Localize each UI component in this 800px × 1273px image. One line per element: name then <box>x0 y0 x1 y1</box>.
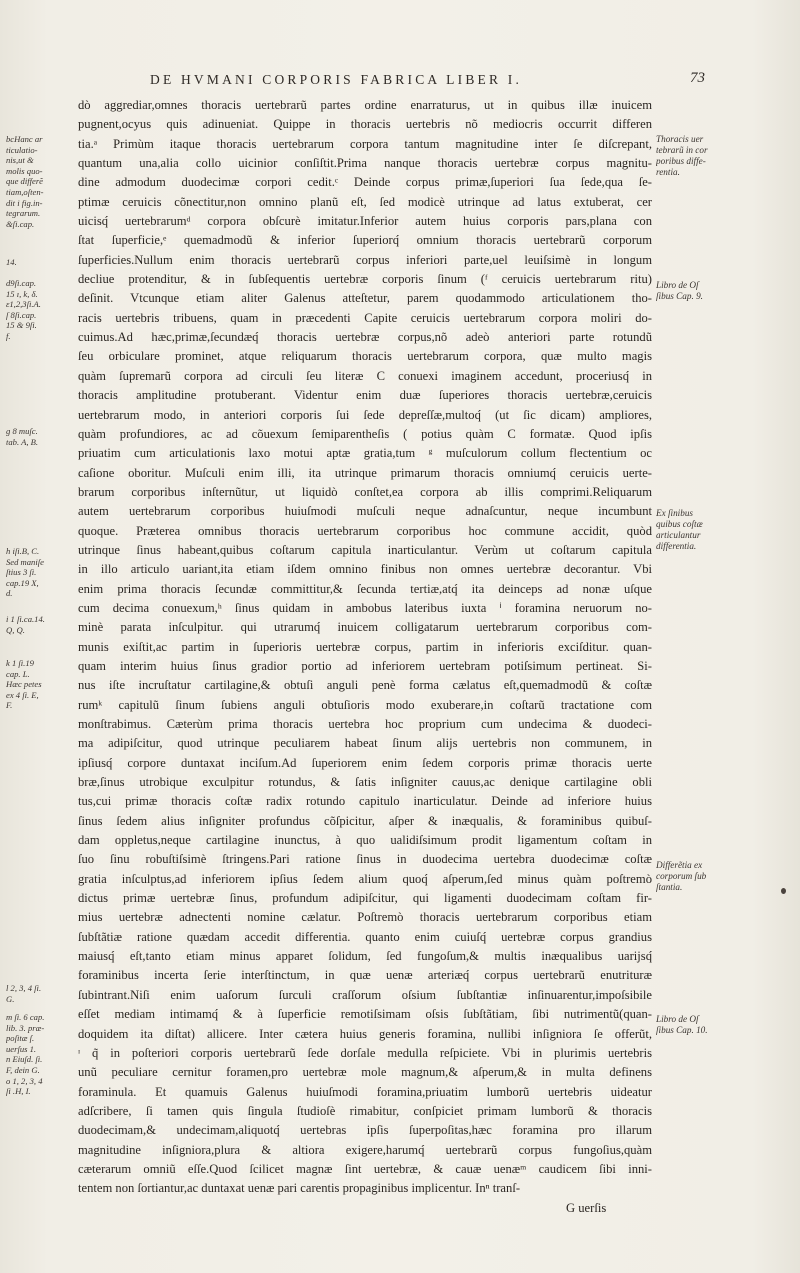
running-head: DE HVMANI CORPORIS FABRICA LIBER I. <box>150 72 523 87</box>
text-line: pugnent,ocyus quis adinueniat. Quippe in thoracis uertebris nõ mediocris occurrit differen <box>78 117 652 132</box>
main-text-block <box>78 96 652 1218</box>
text-line: rumᵏ capitulũ ſinum ſubiens anguli obtuſioris modo exuberare,in coſtarũ tractatione com <box>78 697 652 712</box>
text-line: ſuo ſinu robuſtiſsimè ſtringens.Pari ratione ſinus in duodecima uertebra duodecimæ coſtæ <box>78 852 652 867</box>
margin-note-line: rentia. <box>656 167 680 177</box>
margin-note-line: l 2, 3, 4 ſi. <box>6 983 42 993</box>
margin-note-line: poribus diffe- <box>656 156 706 166</box>
margin-note-line: h iſi.B, C. <box>6 546 40 556</box>
margin-note-line: Q, Q. <box>6 624 25 635</box>
text-line: ptimæ ceruicis cõnectitur,non omnino planũ eſt, ſed modicè utrinque ad latus extuberat, cer <box>78 194 652 209</box>
right-margin-note <box>656 508 768 552</box>
margin-note-line: 14. <box>6 257 17 267</box>
margin-note-line: ex 4 ſi. E, <box>6 689 39 700</box>
margin-note-line: ſtius 3 ſi. <box>6 567 37 578</box>
margin-note-line: Sed maniſe <box>6 556 44 567</box>
margin-note-line: d. <box>6 588 13 599</box>
text-line: bræ,ſinus utrobique exculpitur rotundus, & ſatis inſigniter cauus,ac denique cartilagine obli <box>78 775 652 790</box>
text-line: utrinque ſinus habeant,quibus coſtarum capitula inarticulantur. Verùm ut coſtarum capitula <box>78 542 652 557</box>
margin-note-line: i 1 ſi.ca.14. <box>6 614 45 624</box>
right-margin-note <box>656 1014 768 1036</box>
ink-spot <box>781 888 786 894</box>
text-line: cuimus.Ad hæc,primæ,ſecundæq́ thoracis uertebræ corpus,nõ adeò anteriori parte rotundũ <box>78 330 652 345</box>
text-line: ſuperficies.Nullum enim thoracis uertebrarũ corpus inferiori parte,uel leuiſsimè in longum <box>78 252 652 267</box>
text-line: ſubſtãtiæ ratione quædam accedit differentia. quanto enim cuiuſq́ uertebræ corpus grandius <box>78 929 652 944</box>
text-line: ipſiusq́ corpore duntaxat inciſum.Ad ſuperiorem enim ſedem corporis primæ thoracis uerte <box>78 755 652 770</box>
left-margin-note <box>6 134 70 229</box>
text-line: adſcribere, ſi tamen quis ſingula ſtudioſè rimabitur, conſpiciet primam lumborũ & thoracis <box>78 1103 652 1118</box>
text-line: tus,cui primæ thoracis coſtæ radix rotundo capitulo inarticulatur. Deinde ad inferiore huius <box>78 794 652 809</box>
margin-note-line: ſtantia. <box>656 882 683 892</box>
text-line: dam oppletus,neque cartilagine inunctus, à quo ualidiſsimum prodit ligamentum coſtam in <box>78 833 652 848</box>
text-line: monſtrabimus. Cæterùm prima thoracis uertebra hoc proprium cum undecima & duodeci- <box>78 717 652 731</box>
margin-note-line: ticulatio- <box>6 144 38 155</box>
text-line: brarum corporibus inſternũtur, ut liquidò conſtet,ea corpora ab illis comprimi.Reliquarum <box>78 484 652 499</box>
text-line: dò aggrediar,omnes thoracis uertebrarũ partes ordine enarraturus, ut in quibus illæ inuicem <box>78 98 652 112</box>
text-line: quantum una,alia collo uicinior conſiſtit.Prima nanque thoracis uertebræ corpus magnitu- <box>78 156 652 171</box>
text-line: eſſet mediam intimamq́ & à ſuperficie remotiſsimam oſsis ſubſtãtiam, ſibi nutrimentũ(quan- <box>78 1007 652 1022</box>
margin-note-line: &ſi.cap. <box>6 218 35 229</box>
text-line: cæterarum omniũ eſſe.Quod ſcilicet magnæ ſint uertebræ, & cauæ uenæᵐ caudicem ſibi inni- <box>78 1161 652 1176</box>
margin-note-line: Ex ſinibus <box>656 508 694 518</box>
left-margin-note <box>6 614 70 635</box>
margin-note-line: G. <box>6 993 15 1004</box>
text-line: quoque. Præterea omnibus thoracis uertebrarum corporibus hoc commune accidit, quòd <box>78 523 652 538</box>
text-line: quam interim huius ſinus gradior portio ad inferiorem uertebram potiſsimum pertineat. Si- <box>78 658 652 673</box>
text-line: autem uertebrarum corporibus huiuſmodi muſculi neque adnaſcuntur, neque incumbunt <box>78 504 652 519</box>
left-margin-note <box>6 1012 70 1097</box>
text-line: foraminula. Et quamuis Galenus huiuſmodi foramina,priuatim lumborũ uertebris uideatur <box>78 1084 652 1099</box>
margin-note-line: m ſi. 6 cap. <box>6 1012 45 1022</box>
text-line: ſinus ſedem alius inſigniter profundus cõſpicitur, aſper & inæqualis, & foraminibus quibuſ- <box>78 813 652 828</box>
text-line: maiusq́ eſt,tanto etiam minus apparet ſolidum, ſed fungoſum,& multis inæqualibus uarijsq́ <box>78 949 652 964</box>
text-line: doquidem ita diſtat) allicere. Inter cætera huius generis foramina, nullibi inſigniora ſe offerũt, <box>78 1026 652 1041</box>
margin-note-line: tab. A, B. <box>6 436 39 447</box>
text-line: dictus primæ uertebræ ſinus, profundum adipiſcitur, qui ligamenti duodecimam coſtam fir- <box>78 891 652 906</box>
margin-note-line: differentia. <box>656 541 697 551</box>
text-line: racis uertebris tribuens, quam in præcedenti Capite ceruicis uertebrarum corpora moliri do- <box>78 310 652 325</box>
text-line: tentem non ſortiantur,ac duntaxat uenæ pari carentis propaginibus implicentur. Inⁿ tranſ- <box>78 1181 521 1196</box>
text-line: minè parata inſculpitur. qui utrarumq́ inuicem colligatarum uertebrarum corporibus com- <box>78 620 652 635</box>
text-line: uicisq́ uertebrarumᵈ corpora obſcurè imitatur.Inferior autem huius corporis pars,plana con <box>78 214 652 229</box>
margin-note-line: cap.19 X, <box>6 577 39 588</box>
text-line: thoracis amplitudine protuberant. Videntur enim duæ ſuperiores thoracis uertebræ,ceruicis <box>78 388 652 403</box>
margin-note-line: o 1, 2, 3, 4 <box>6 1075 43 1086</box>
text-line: mius uertebræ adnectenti nomine cælatur. Poſtremò thoracis uertebrarum corporibus etiam <box>78 910 652 925</box>
margin-note-line: g 8 muſc. <box>6 426 38 436</box>
text-line: unũ peculiare cernitur foramen,pro uertebræ mole magnum,& aſperum,& in multa definens <box>78 1065 652 1080</box>
left-margin-note <box>6 257 70 268</box>
text-line: in illo articulo uariant,ita etiam iſdem omnino finibus non omnes uertebræ decorantur. Vbi <box>78 562 652 577</box>
margin-note-line: ſi .H, I. <box>6 1086 31 1097</box>
margin-note-line: 15 & 9ſi. <box>6 320 37 331</box>
margin-note-line: tiam,oſten- <box>6 186 44 197</box>
page-number: 73 <box>690 70 705 86</box>
text-line: ma adipiſcitur, quod utrinque peculiarem habeat ſinum alijs uertebris non communem, in <box>78 736 652 751</box>
margin-note-line: f. <box>6 330 11 341</box>
text-line: foraminibus incerta ſerie interſtinctum, in quæ uenæ arteriæq́ corpus uertebrarũ enutrituræ <box>78 968 652 983</box>
margin-note-line: nis,ut & <box>6 155 34 166</box>
text-line: ſtat ſuperficie,ᵉ quemadmodũ & inferior ſuperiorq́ omnium thoracis uertebrarũ corporum <box>78 233 652 248</box>
text-line: dine admodum duodecimæ corpori cedit.ᶜ Deinde corpus primæ,ſuperiori ſua ſede,qua ſe- <box>78 175 652 190</box>
text-line: ſubintrant.Niſi enim uaſorum ſurculi craſſorum oſsium ſubſtantiæ inſinuarentur,impoſsibile <box>78 987 652 1002</box>
margin-note-line: Libro de Oſ <box>656 280 699 290</box>
margin-note-line: Hæc petes <box>6 679 42 690</box>
margin-note-line: tegrarum. <box>6 208 41 219</box>
text-line: uertebrarum modo, in anteriori corporis ſui ſede depreſſæ,multoq́ (ut ſic dicam) ampliores, <box>78 407 652 422</box>
margin-note-line: ſ 8ſi.cap. <box>6 309 37 320</box>
margin-note-line: k 1 ſi.19 <box>6 658 34 668</box>
left-margin-note <box>6 983 70 1004</box>
left-margin-note <box>6 426 70 447</box>
margin-note-line: bcHanc ar <box>6 134 43 144</box>
text-line: quàm ſupremarũ corpora ad circuli ſeu literæ C conuexi imaginem accedunt, proceriusq́ in <box>78 368 652 383</box>
margin-note-line: uerſus 1. <box>6 1043 37 1054</box>
text-line: magnitudine inſigniora,plura & altiora exigere,harumq́ uertebrarũ corpus fungoſius,quàm <box>78 1142 652 1157</box>
text-line: caſione oboritur. Muſculi enim illi, ita utrinque primarum thoracis omniumq́ ceruicis uerte- <box>78 465 652 480</box>
left-margin-note <box>6 278 70 342</box>
text-line: enim prima thoracis ſecundæ committitur,& ſecunda tertiæ,atq́ ita deinceps ad nonæ uſque <box>78 581 652 596</box>
margin-note-line: articulantur <box>656 530 701 540</box>
margin-note-line: F, dein G. <box>6 1064 40 1075</box>
text-line: priuatim cum articulationis laxo motui aptæ gratia,tum ᵍ muſculorum collum flectentium oc <box>78 446 652 461</box>
right-margin-note <box>656 280 768 302</box>
margin-note-line: tebrarũ in cor <box>656 145 708 155</box>
margin-note-line: ſibus Cap. 10. <box>656 1025 708 1035</box>
right-margin-note <box>656 134 768 178</box>
margin-note-line: 15 ı, k, δ. <box>6 288 38 299</box>
text-line: ſeu orbiculare prominet, atque reliquarum thoracis uertebrarum corpora, quæ multo magis <box>78 349 652 364</box>
margin-note-line: que differẽ <box>6 176 43 187</box>
text-line: gratia inſculptus,ad inferiorem ipſius ſedem alium quoq́ aſperum,ſed minus quàm poſtremò <box>78 871 652 886</box>
signature-mark: G uerſis <box>566 1200 607 1215</box>
margin-note-line: Differẽtia ex <box>656 860 703 870</box>
margin-note-line: quibus coſtæ <box>656 519 703 529</box>
right-margin-note <box>656 860 768 893</box>
margin-note-line: Libro de Oſ <box>656 1014 699 1024</box>
margin-note-line: corporum ſub <box>656 871 707 881</box>
margin-note-line: dit i fig.in- <box>6 197 43 208</box>
text-line: cum decima conuexum,ʰ ſinus quidam in ambobus lateribus iuxta ⁱ foramina neruorum no- <box>78 600 652 615</box>
left-margin-note <box>6 546 70 599</box>
text-line: munis exiſtit,ac partim in ſuperioris uertebræ corpus, partim in inferioris exciſditur. quan- <box>78 639 652 654</box>
text-line: duodecimam,& undecimam,aliquotq́ uertebras ipſis ſuperpoſitas,hæc foramina pro illarum <box>78 1123 652 1138</box>
margin-note-line: molis quo- <box>6 165 43 176</box>
text-line: tia.ᵃ Primùm itaque thoracis uertebrarum corpora tantum magnitudine inter ſe diſcrepant, <box>78 136 652 151</box>
text-line: quàm profundiores, ac ad cõuexum ſemiparentheſis ( potius quàm C formatæ. Quod ipſis <box>78 426 652 441</box>
margin-note-line: d9ſi.cap. <box>6 278 37 288</box>
margin-note-line: lib. 3. præ- <box>6 1022 45 1033</box>
margin-note-line: Thoracis uer <box>656 134 704 144</box>
margin-note-line: ſibus Cap. 9. <box>656 291 703 301</box>
margin-note-line: ε1,2,3ſi.A. <box>6 299 41 310</box>
text-line: decliue protenditur, & in ſubſequentis uertebræ corporis ſinum (ᶠ ceruicis uertebrarum ritu) <box>78 272 652 287</box>
text-line: nus iſte incruſtatur cartilagine,& obtuſi anguli penè forma cælatus eſt,quemadmodũ & coſtæ <box>78 678 652 693</box>
margin-note-line: cap. L. <box>6 668 30 679</box>
left-margin-note <box>6 658 70 711</box>
margin-note-line: poſitæ ſ. <box>6 1033 35 1044</box>
text-line: deſinit. Vtcunque etiam aliter Galenus atteſtetur, parem quodammodo articulationem tho- <box>78 291 652 306</box>
margin-note-line: F. <box>6 700 13 711</box>
margin-note-line: n Eiuſd. ſi. <box>6 1054 43 1065</box>
text-line: ᶦ q̃ in poſteriori corporis uertebrarũ ſede dorſale medulla reſpiciete. Vbi in plurimis uertebris <box>78 1045 652 1060</box>
